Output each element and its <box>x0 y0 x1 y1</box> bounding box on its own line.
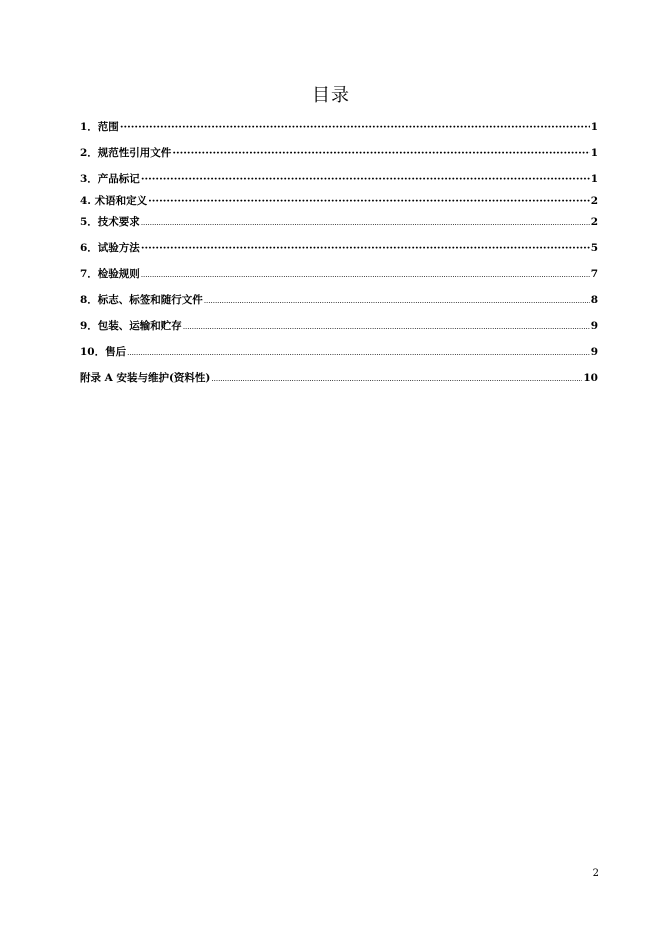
toc-entry-label: 2．规范性引用文件 <box>80 147 172 159</box>
toc-entry-page: 10 <box>583 372 598 384</box>
toc-entry-label: 8．标志、标签和随行文件 <box>80 294 203 306</box>
page-number: 2 <box>592 868 599 879</box>
toc-entry[interactable] <box>80 215 598 230</box>
toc-leader-dots <box>127 345 590 360</box>
toc-entry[interactable] <box>80 241 598 255</box>
toc-entry[interactable] <box>80 319 598 334</box>
toc-entry[interactable] <box>80 267 598 282</box>
toc-entry-page: 1 <box>590 147 598 159</box>
toc-entry-page: 2 <box>590 216 598 228</box>
toc-leader-dots <box>141 215 590 230</box>
toc-entry-page: 9 <box>590 346 598 358</box>
toc-entry-page: 2 <box>590 195 598 207</box>
toc-leader-dots <box>172 146 589 160</box>
toc-entry-page: 1 <box>590 121 598 133</box>
toc-entry-label: 9．包装、运输和贮存 <box>80 320 182 332</box>
toc-entry[interactable] <box>80 120 598 134</box>
toc-entry[interactable] <box>80 172 598 186</box>
toc-entry-label: 10．售后 <box>80 346 127 358</box>
toc-entry[interactable] <box>80 345 598 360</box>
toc-entry-page: 9 <box>590 320 598 332</box>
toc-entry-label: 5．技术要求 <box>80 216 140 228</box>
toc-entry-page: 7 <box>590 268 598 280</box>
toc-entry-label: 3．产品标记 <box>80 173 140 185</box>
toc-entry-label: 1．范围 <box>80 121 119 133</box>
toc-entry[interactable] <box>80 146 598 160</box>
toc-leader-dots <box>204 293 590 308</box>
toc-entry[interactable] <box>80 293 598 308</box>
toc-leader-dots <box>148 194 590 208</box>
toc-entry[interactable] <box>80 194 598 208</box>
toc-entry[interactable] <box>80 371 598 386</box>
toc-leader-dots <box>141 172 590 186</box>
toc-entry-label: 4. 术语和定义 <box>80 195 148 207</box>
toc-leader-dots <box>141 267 590 282</box>
toc-leader-dots <box>141 241 590 255</box>
toc-entry-label: 附录 A 安装与维护(资料性) <box>80 372 211 384</box>
toc-entry-page: 1 <box>590 173 598 185</box>
toc-entry-page: 5 <box>590 242 598 254</box>
toc-entry-page: 8 <box>590 294 598 306</box>
toc-leader-dots <box>183 319 590 334</box>
toc-entry-label: 7．检验规则 <box>80 268 140 280</box>
toc-leader-dots <box>120 120 590 134</box>
toc-leader-dots <box>211 371 582 386</box>
toc-entry-label: 6．试验方法 <box>80 242 140 254</box>
toc-title: 目录 <box>312 85 350 106</box>
